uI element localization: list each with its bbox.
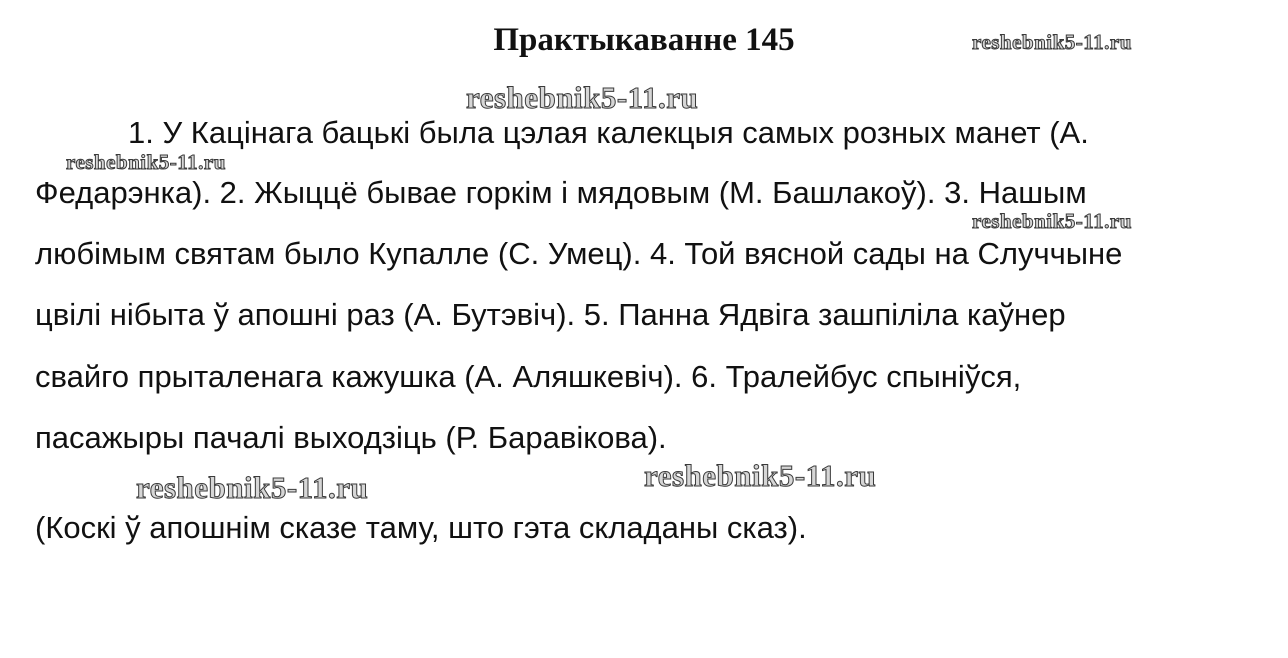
watermark-bottom-center: reshebnik5-11.ru [644, 458, 877, 493]
page-title: Практыкаванне 145 [493, 22, 795, 58]
paragraph-line-1: 1. У Кацінага бацькі была цэлая калекцыя самых розных манет (А. [128, 115, 1089, 150]
watermark-left: reshebnik5-11.ru [66, 150, 226, 174]
watermark-right: reshebnik5-11.ru [972, 209, 1132, 233]
paragraph-line-6: пасажыры пачалі выходзіць (Р. Баравікова). [35, 420, 667, 455]
watermark-top-right: reshebnik5-11.ru [972, 30, 1132, 54]
paragraph-line-4: цвілі нібыта ў апошні раз (А. Бутэвіч). 5. Панна Ядвіга зашпіліла каўнер [35, 297, 1066, 332]
watermark-top-center: reshebnik5-11.ru [466, 80, 699, 115]
watermark-bottom-left: reshebnik5-11.ru [136, 470, 369, 505]
paragraph-line-2: Федарэнка). 2. Жыццё бывае горкім і мядовым (М. Башлакоў). 3. Нашым [35, 175, 1087, 210]
note-text: (Коскі ў апошнім сказе таму, што гэта складаны сказ). [35, 510, 807, 545]
paragraph-line-3: любімым святам было Купалле (С. Умец). 4. Той вясной сады на Случчыне [35, 236, 1123, 271]
paragraph-line-5: свайго прыталенага кажушка (А. Аляшкевіч). 6. Тралейбус спыніўся, [35, 359, 1022, 394]
